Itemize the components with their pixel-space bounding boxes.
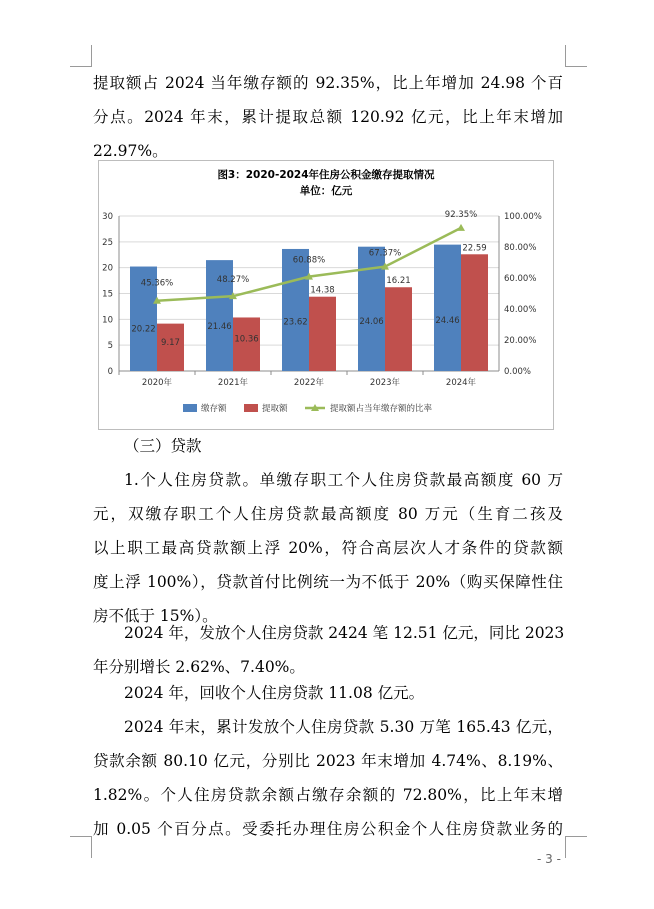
crop-mark-bottom-right (565, 836, 587, 858)
y-right-tick-label: 60.00% (504, 274, 537, 284)
paragraph-withdrawal-summary (93, 66, 563, 168)
text-line: 贷款余额 80.10 亿元，分别比 2023 年末增加 4.74%、8.19%、 (93, 752, 563, 770)
y-left-tick-label: 20 (102, 263, 113, 274)
y-left-tick-label: 25 (102, 237, 113, 248)
line-label-ratio: 60.88% (292, 255, 326, 266)
ratio-point (457, 224, 465, 231)
text-line: 2024 年，发放个人住房贷款 2424 笔 12.51 亿元，同比 2023 (124, 624, 565, 642)
bar-label-deposit: 23.62 (283, 317, 308, 328)
text-line: 年分别增长 2.62%、7.40%。 (93, 658, 305, 676)
text-line: 以上职工最高贷款额上浮 20%，符合高层次人才条件的贷款额 (93, 539, 563, 557)
bar-deposit (358, 247, 385, 371)
bar-withdrawal (385, 287, 412, 371)
line-label-ratio: 67.37% (368, 248, 402, 259)
section-heading: （三）贷款 (124, 437, 202, 455)
text-line: 1.个人住房贷款。单缴存职工个人住房贷款最高额度 60 万 (124, 471, 563, 489)
x-tick-label: 2022年 (293, 378, 325, 388)
y-right-tick-label: 100.00% (504, 212, 542, 222)
paragraph-loan-policy (93, 463, 563, 633)
bar-label-deposit: 21.46 (207, 321, 232, 332)
x-tick-label: 2024年 (445, 378, 477, 388)
y-left-tick-label: 5 (107, 341, 113, 352)
y-left-tick-label: 0 (107, 367, 113, 377)
legend-label: 提取额占当年缴存额的比率 (330, 404, 433, 414)
bar-label-withdrawal: 22.59 (462, 243, 487, 254)
y-right-tick-label: 20.00% (504, 336, 537, 346)
chart-deposit-withdrawal (98, 160, 554, 430)
text-line: 提取额占 2024 当年缴存额的 92.35%，比上年增加 24.98 个百 (93, 74, 563, 92)
x-tick-label: 2021年 (217, 378, 249, 388)
bar-label-withdrawal: 14.38 (310, 285, 335, 296)
y-left-tick-label: 30 (102, 212, 113, 222)
text-line: 1.82%。个人住房贷款余额占缴存余额的 72.80%，比上年末增 (93, 786, 563, 804)
y-left-tick-label: 15 (102, 289, 113, 300)
text-line: 22.97%。 (93, 142, 168, 160)
legend-label: 缴存额 (201, 404, 227, 414)
paragraph-loans-recovered (93, 676, 563, 710)
x-tick-label: 2020年 (141, 378, 173, 388)
text-line: 2024 年末，累计发放个人住房贷款 5.30 万笔 165.43 亿元， (124, 718, 563, 736)
paragraph-loans-issued (93, 616, 563, 684)
x-tick-label: 2023年 (369, 378, 401, 388)
chart-canvas (99, 161, 553, 429)
text-line: 分点。2024 年末，累计提取总额 120.92 亿元，比上年末增加 (93, 108, 563, 126)
text-line: 房不低于 15%）。 (93, 607, 218, 625)
text-line: 加 0.05 个百分点。受委托办理住房公积金个人住房贷款业务的 (93, 820, 563, 838)
line-label-ratio: 92.35% (444, 209, 478, 220)
bar-label-withdrawal: 16.21 (386, 276, 411, 287)
crop-mark-bottom-left (70, 836, 92, 858)
line-label-ratio: 48.27% (216, 275, 250, 286)
paragraph-loans-cumulative (93, 710, 563, 846)
legend-label: 提取额 (262, 404, 288, 414)
text-line: 元，双缴存职工个人住房贷款最高额度 80 万元（生育二孩及 (93, 505, 563, 523)
legend-swatch (244, 404, 258, 412)
page-number: - 3 - (537, 852, 561, 866)
bar-withdrawal (461, 254, 488, 371)
section-loans (93, 429, 563, 463)
bar-deposit (282, 249, 309, 371)
chart-title: 图3：2020-2024年住房公积金缴存提取情况 (217, 169, 435, 181)
y-right-tick-label: 0.00% (504, 367, 532, 377)
crop-mark-top-right (565, 45, 587, 67)
bar-label-deposit: 24.46 (435, 315, 460, 326)
bar-withdrawal (309, 297, 336, 371)
chart-subtitle: 单位：亿元 (299, 185, 353, 197)
y-left-tick-label: 10 (102, 315, 113, 326)
legend-swatch (183, 404, 197, 412)
bar-label-withdrawal: 9.17 (161, 337, 180, 348)
bar-label-withdrawal: 10.36 (234, 334, 259, 345)
line-label-ratio: 45.36% (140, 278, 174, 289)
text-line: 2024 年，回收个人住房贷款 11.08 亿元。 (124, 684, 425, 702)
crop-mark-top-left (70, 45, 92, 67)
bar-label-deposit: 20.22 (131, 324, 156, 335)
bar-label-deposit: 24.06 (359, 316, 384, 327)
bar-deposit (434, 245, 461, 371)
text-line: 度上浮 100%），贷款首付比例统一为不低于 20%（购买保障性住 (93, 573, 563, 591)
y-right-tick-label: 80.00% (504, 243, 537, 253)
y-right-tick-label: 40.00% (504, 305, 537, 315)
